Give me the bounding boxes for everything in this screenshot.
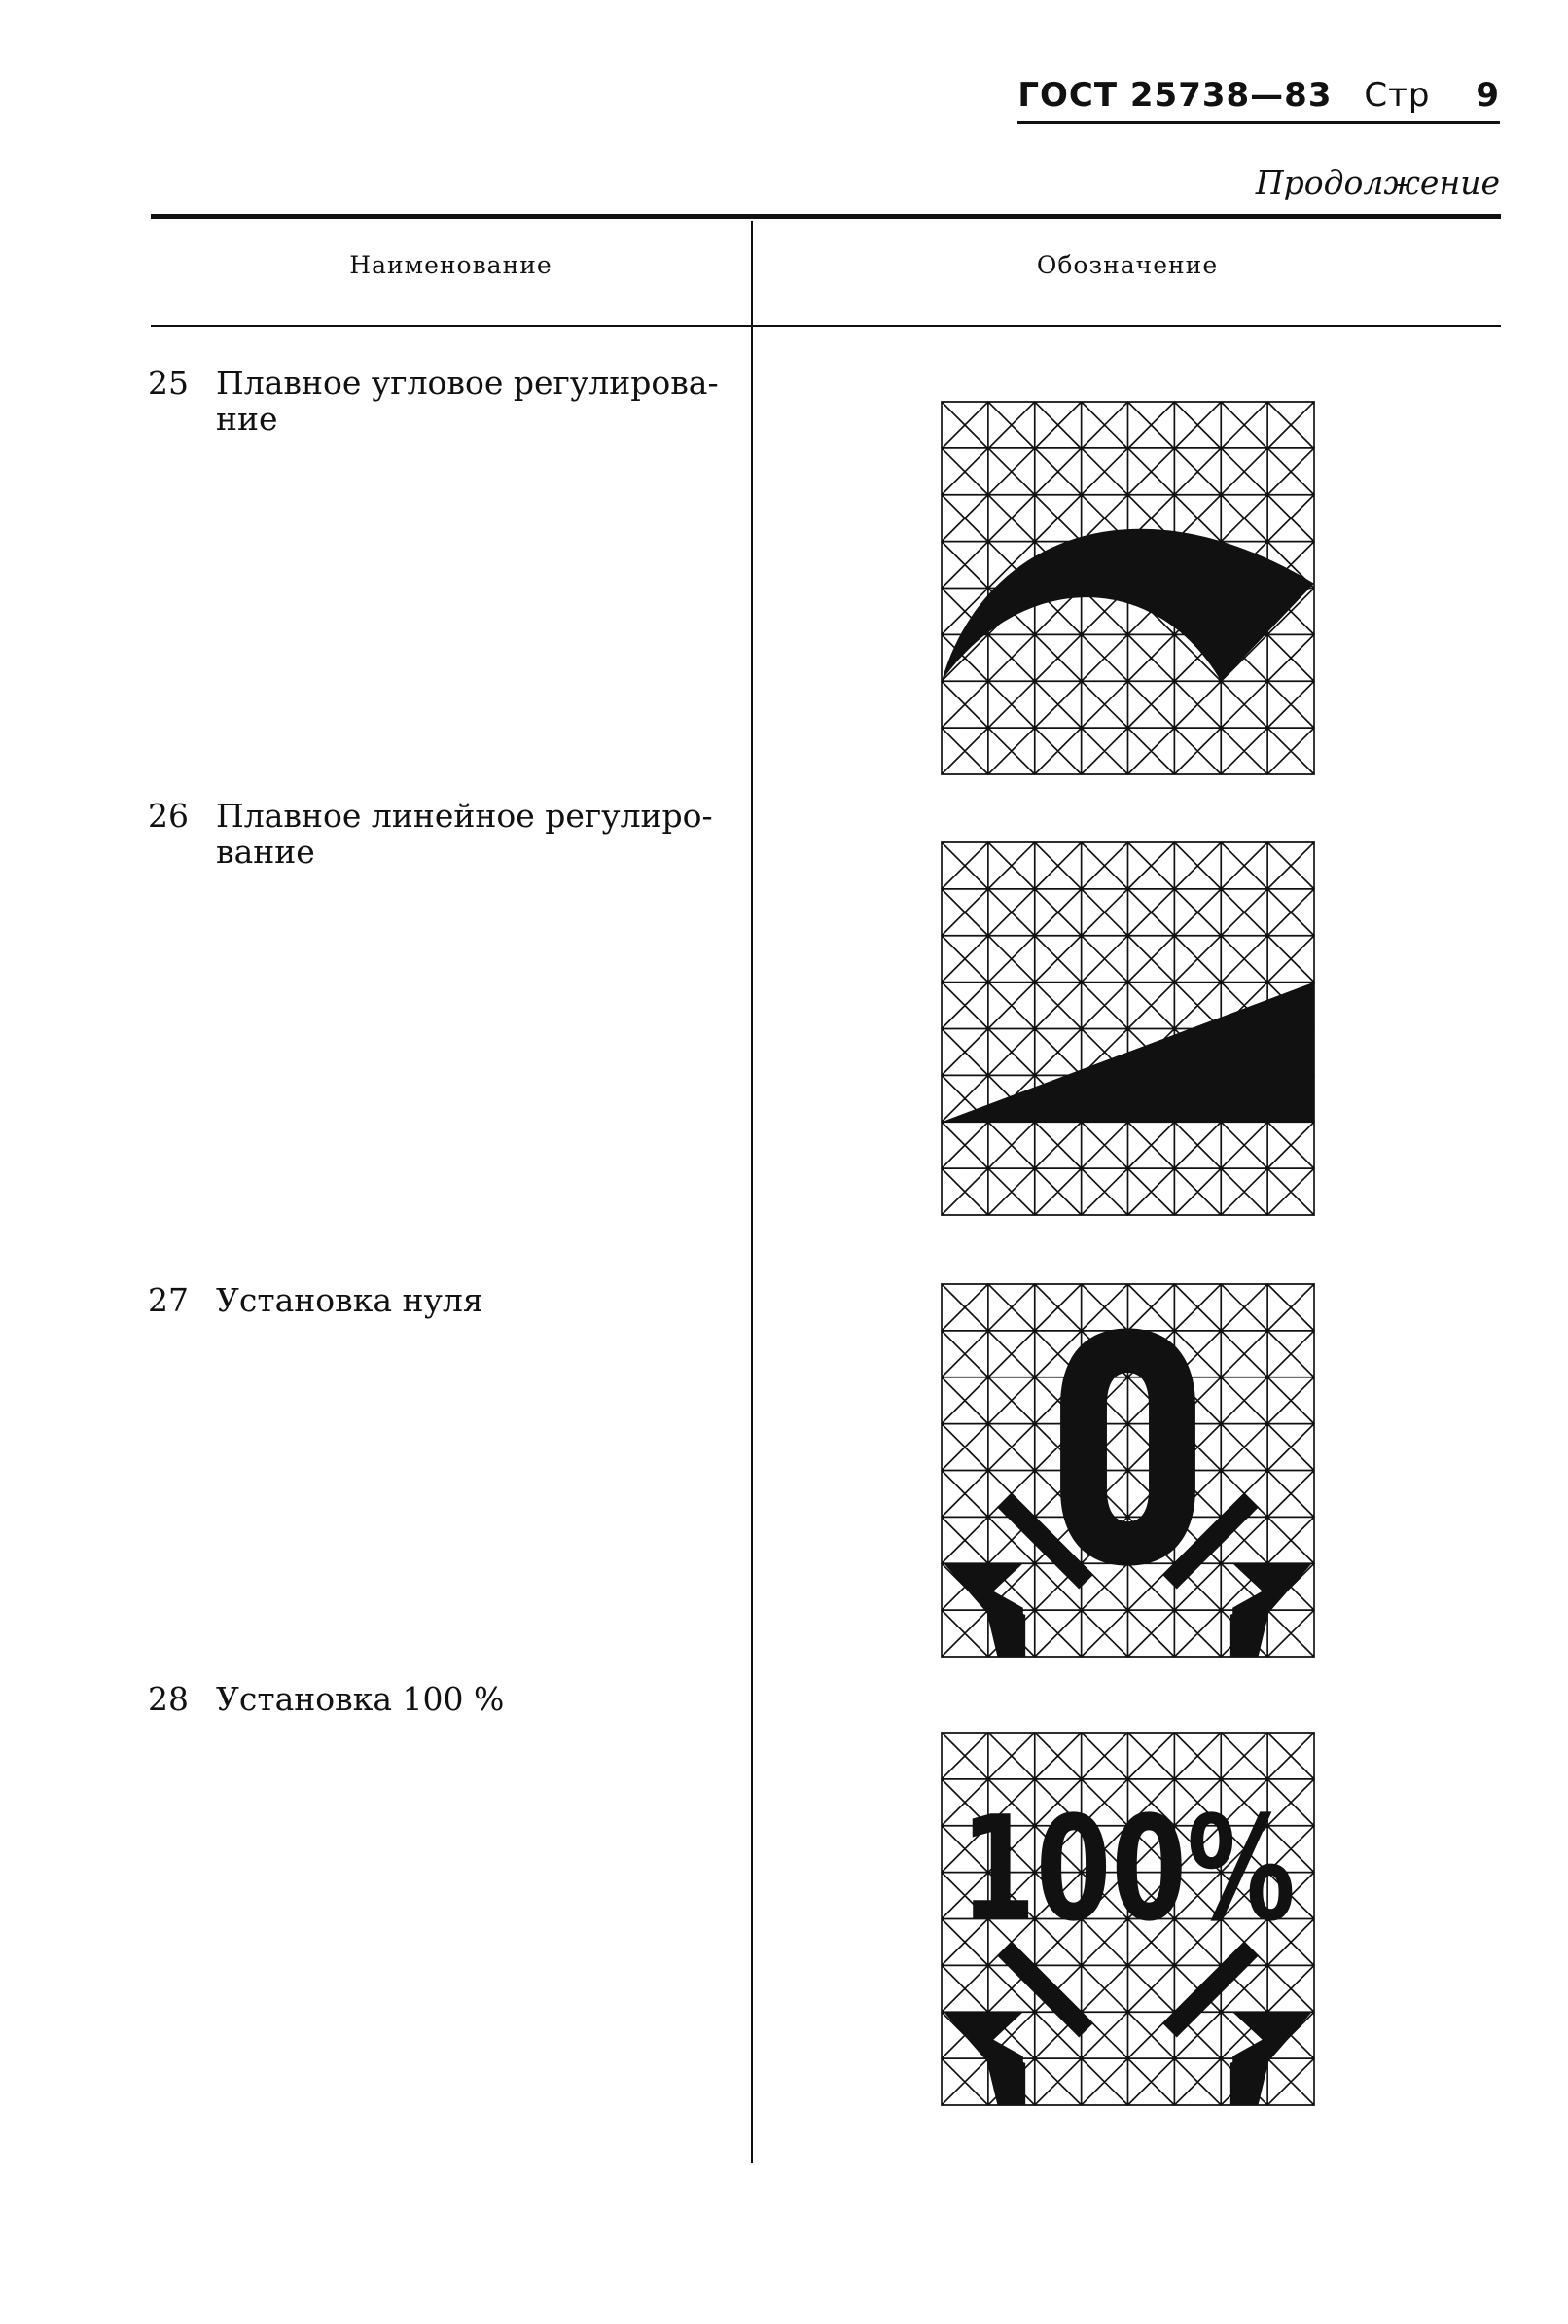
table-header-rule bbox=[151, 325, 1501, 327]
row-number: 27 bbox=[148, 1281, 189, 1319]
page-header bbox=[1017, 76, 1500, 124]
table-top-rule bbox=[151, 214, 1501, 219]
row-label-continuation: вание bbox=[216, 833, 315, 871]
wedge-icon bbox=[942, 842, 1314, 1215]
continuation-label: Продолжение bbox=[1255, 163, 1500, 201]
column-header-name: Наименование bbox=[349, 251, 552, 279]
column-header-symbol: Обозначение bbox=[1036, 251, 1219, 279]
arc-icon bbox=[942, 402, 1314, 774]
column-divider bbox=[751, 221, 753, 2163]
table-row bbox=[148, 798, 722, 870]
row-label: Плавное линейное регулиро- bbox=[216, 797, 713, 835]
table-row bbox=[148, 1681, 722, 1717]
row-label: Установка 100 % bbox=[216, 1680, 505, 1718]
arc-symbol-svg bbox=[942, 402, 1314, 774]
page-label: Стр bbox=[1364, 76, 1431, 115]
page-number: 9 bbox=[1476, 76, 1500, 115]
standard-number: ГОСТ 25738—83 bbox=[1017, 76, 1333, 115]
row-number: 25 bbox=[148, 364, 189, 402]
row-label: Плавное угловое регулирова- bbox=[216, 364, 719, 402]
table-row bbox=[148, 365, 722, 437]
zero-icon bbox=[942, 1284, 1314, 1657]
left-arrowhead-upper bbox=[944, 2012, 1022, 2047]
right-arrowhead-upper bbox=[1232, 2012, 1311, 2047]
hundred-percent-icon bbox=[942, 1733, 1314, 2105]
hundred-percent-glyph: 100% bbox=[960, 1785, 1296, 1954]
zero-symbol-svg bbox=[942, 1284, 1314, 1657]
row-label: Установка нуля bbox=[216, 1281, 483, 1319]
wedge-symbol-svg bbox=[942, 842, 1314, 1215]
table-row bbox=[148, 1282, 722, 1318]
left-arrow-bar bbox=[1005, 1949, 1087, 2031]
right-arrow-bar bbox=[1170, 1949, 1252, 2031]
hundred-percent-symbol-svg bbox=[942, 1733, 1314, 2105]
left-arrowhead-upper bbox=[944, 1563, 1022, 1598]
row-number: 26 bbox=[148, 797, 189, 835]
right-arrowhead-upper bbox=[1232, 1563, 1311, 1598]
row-label-continuation: ние bbox=[216, 400, 278, 438]
row-number: 28 bbox=[148, 1680, 189, 1718]
